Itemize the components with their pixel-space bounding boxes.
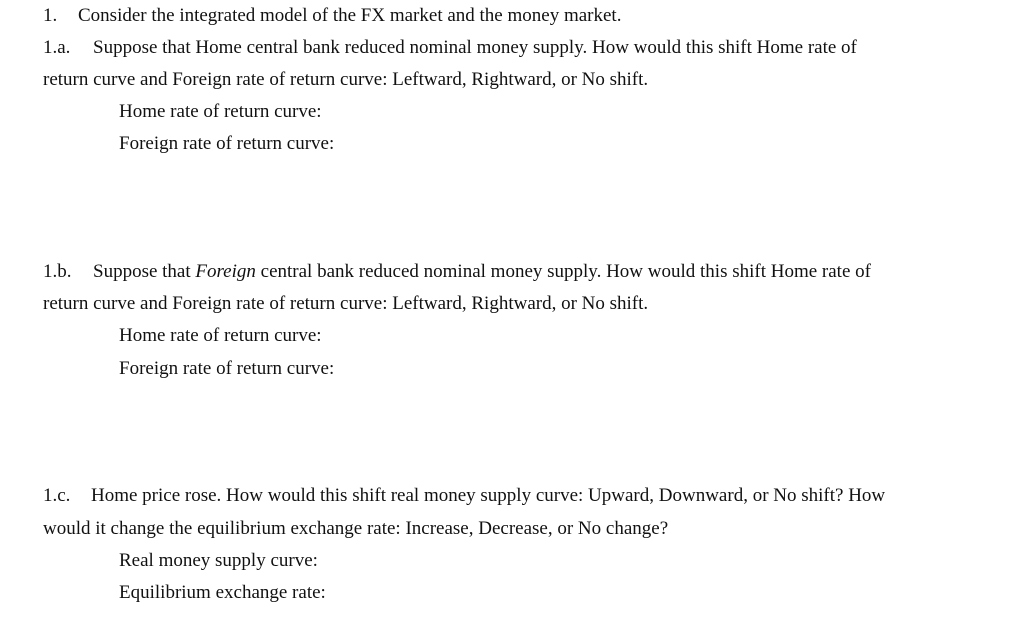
question-1b-answer-foreign: Foreign rate of return curve: (119, 358, 335, 379)
question-1a-line-2: return curve and Foreign rate of return curve: Leftward, Rightward, or No shift. (43, 69, 649, 90)
question-1a-label: 1.a. (43, 37, 71, 58)
question-1c-line-1 (43, 484, 885, 508)
question-1-text: Consider the integrated model of the FX market and the money market. (78, 5, 622, 26)
question-1b-text-pre: Suppose that (93, 261, 196, 282)
question-1b-text-post: central bank reduced nominal money supply. How would this shift Home rate of (255, 261, 871, 282)
question-1b-line-1 (43, 260, 871, 284)
question-1b-answer-home: Home rate of return curve: (119, 325, 322, 346)
question-1a-line-1 (43, 36, 857, 60)
question-1c-answer-exchange-rate: Equilibrium exchange rate: (119, 582, 326, 603)
question-1a-text-1: Suppose that Home central bank reduced nominal money supply. How would this shift Home rate of (93, 37, 857, 58)
question-1 (43, 4, 621, 28)
question-1-number: 1. (43, 5, 58, 26)
question-1c-answer-money-supply: Real money supply curve: (119, 550, 318, 571)
question-1c-text-1: Home price rose. How would this shift real money supply curve: Upward, Downward, or No shift? How (91, 485, 886, 506)
question-1b-line-2: return curve and Foreign rate of return curve: Leftward, Rightward, or No shift. (43, 293, 649, 314)
question-1b-label: 1.b. (43, 261, 72, 282)
question-1c-line-2: would it change the equilibrium exchange rate: Increase, Decrease, or No change? (43, 518, 669, 539)
question-1a-answer-foreign: Foreign rate of return curve: (119, 133, 335, 154)
question-1a-answer-home: Home rate of return curve: (119, 101, 322, 122)
question-1b-text-emphasis: Foreign (195, 261, 256, 282)
question-1c-label: 1.c. (43, 485, 71, 506)
